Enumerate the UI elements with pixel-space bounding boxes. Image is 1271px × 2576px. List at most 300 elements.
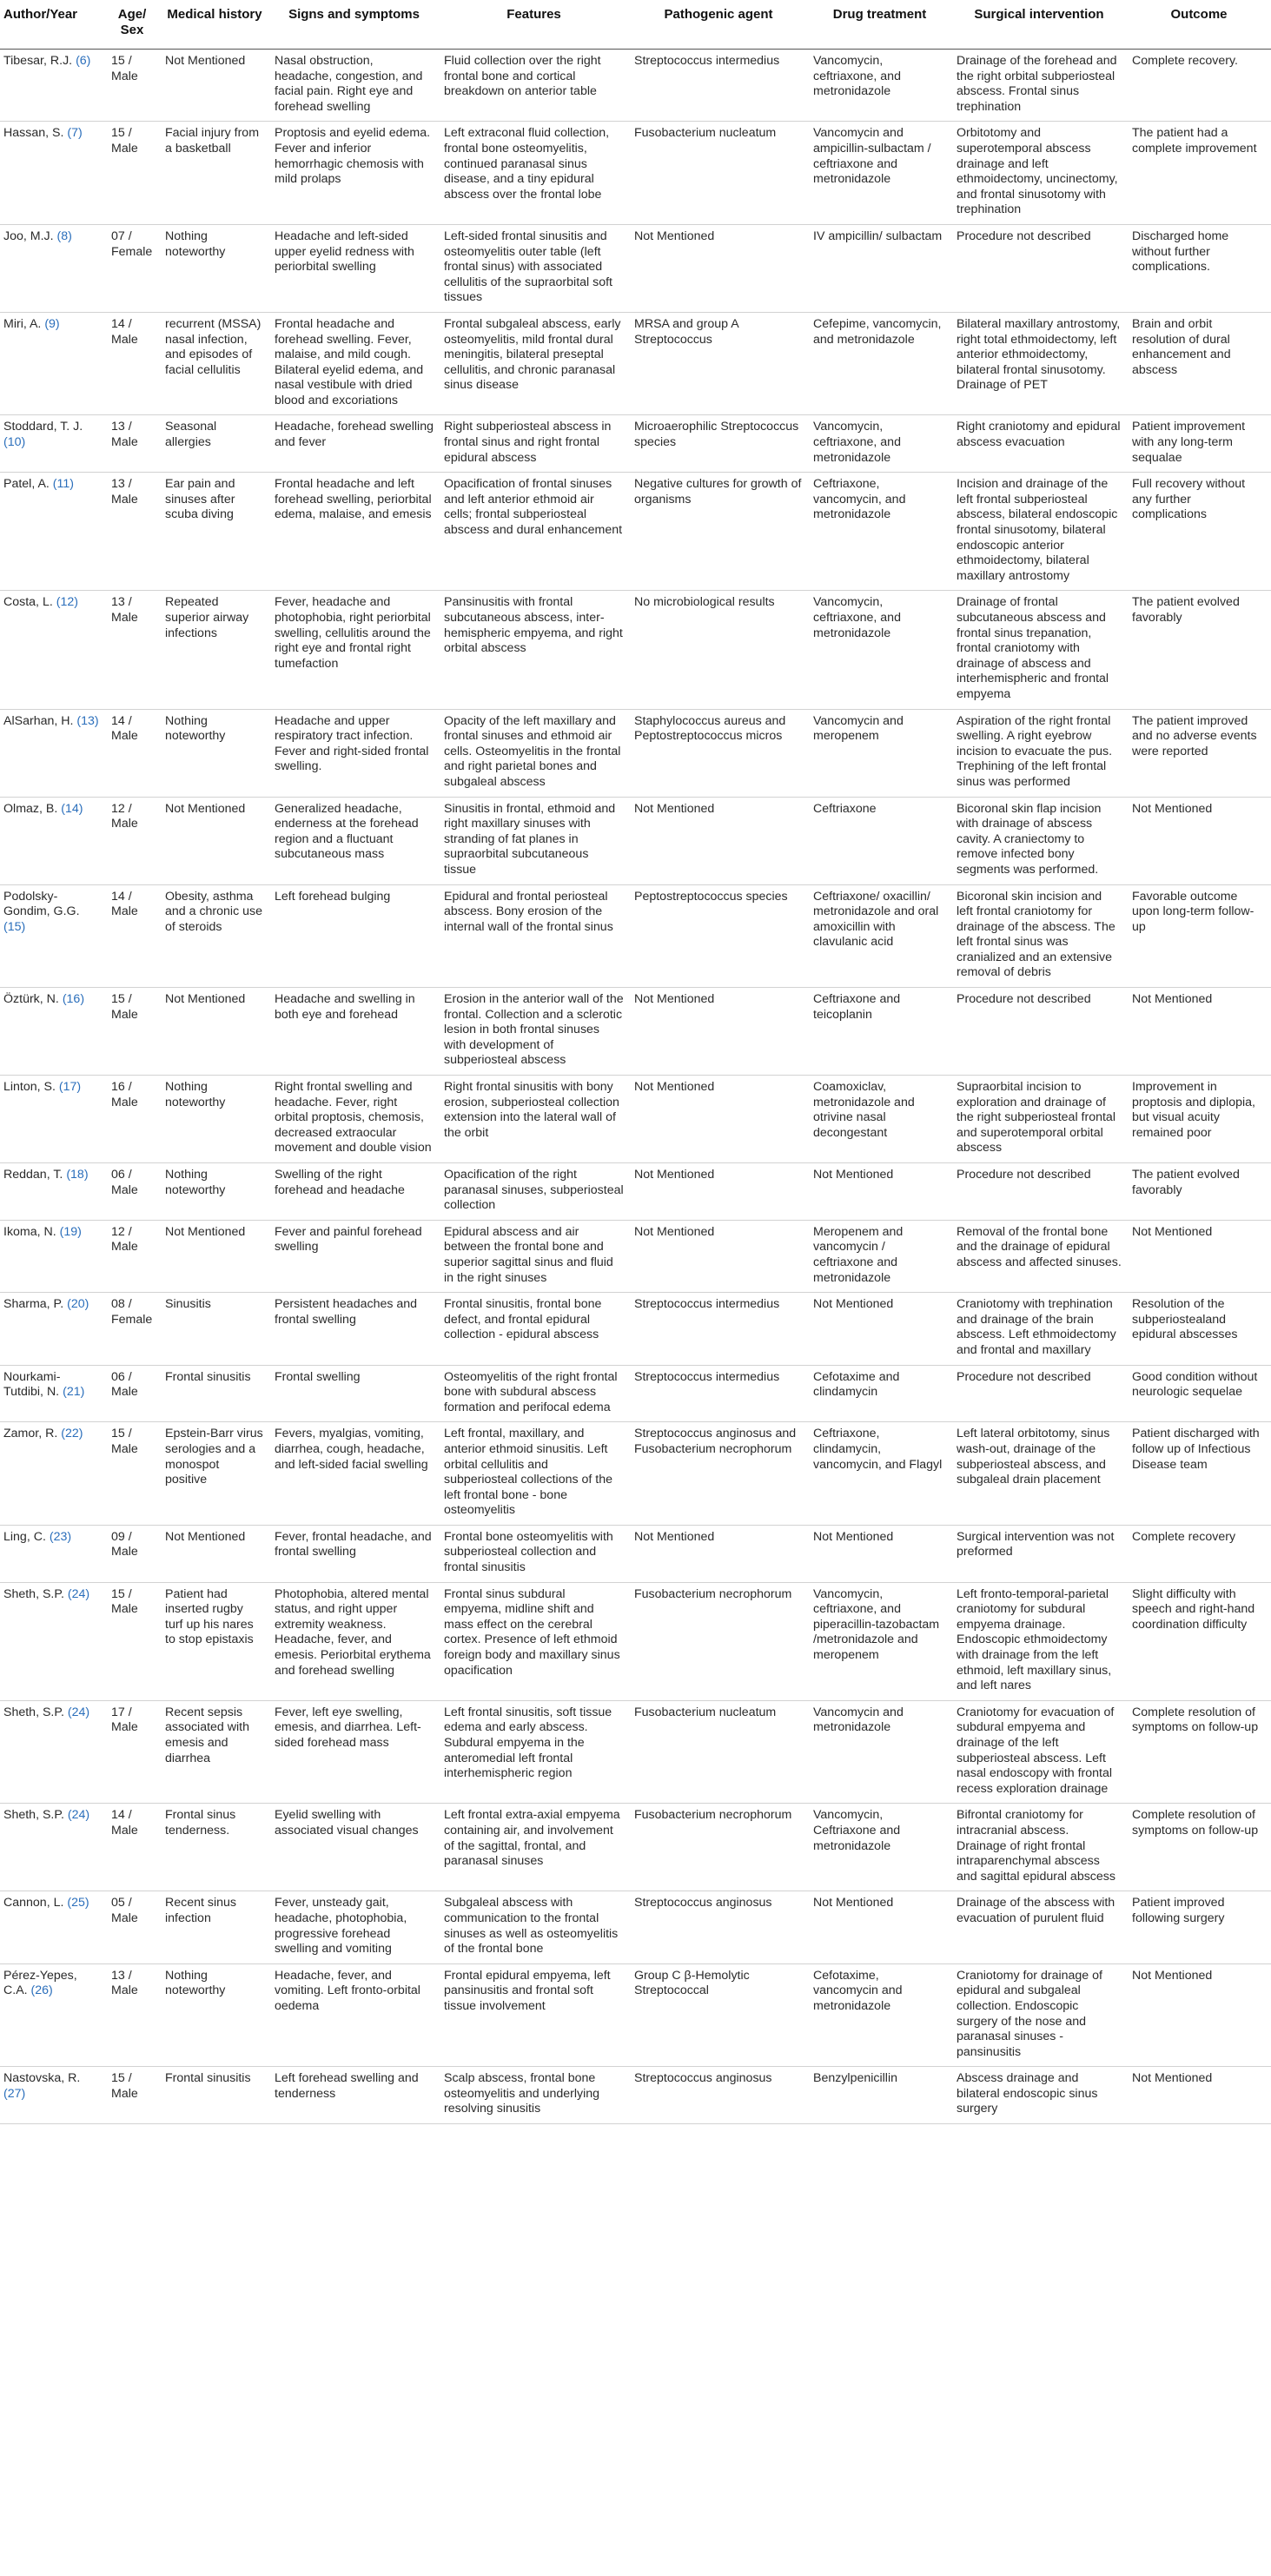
cell-drug-treatment: IV ampicillin/ sulbactam — [808, 224, 951, 312]
cell-age-sex — [104, 1163, 160, 1221]
cell-drug-treatment: Vancomycin, ceftriaxone, and piperacillin-tazobactam /metronidazole and meropenem — [808, 1582, 951, 1700]
cell-outcome: The patient improved and no adverse events were reported — [1127, 709, 1271, 797]
reference-link[interactable]: (24) — [67, 1808, 90, 1823]
cell-author — [0, 988, 104, 1076]
age-value: 15 / — [111, 2071, 132, 2086]
cell-features: Left frontal sinusitis, soft tissue edema and early abscess. Subdural empyema in the anteromedial left frontal interhemispheric region — [439, 1700, 629, 1804]
cell-drug-treatment: Cefepime, vancomycin, and metronidazole — [808, 312, 951, 415]
table-row — [0, 591, 1271, 709]
cell-drug-treatment: Meropenem and vancomycin / ceftriaxone and metronidazole — [808, 1220, 951, 1292]
cell-pathogenic-agent: Not Mentioned — [629, 224, 808, 312]
cell-surgical-intervention: Right craniotomy and epidural abscess evacuation — [951, 415, 1127, 473]
cell-author — [0, 1422, 104, 1526]
cell-features: Frontal bone osteomyelitis with subperiosteal collection and frontal sinusitis — [439, 1525, 629, 1582]
cell-author — [0, 50, 104, 122]
author-name: AlSarhan, H. — [3, 713, 74, 728]
reference-link[interactable]: (19) — [59, 1224, 82, 1239]
cell-signs: Frontal headache and left forehead swelling, periorbital edema, malaise, and emesis — [269, 473, 439, 591]
reference-link[interactable]: (25) — [67, 1896, 89, 1910]
cell-medical-history: Nothing noteworthy — [160, 224, 269, 312]
reference-link[interactable]: (27) — [3, 2086, 26, 2101]
cell-medical-history: Not Mentioned — [160, 50, 269, 122]
cell-outcome: Complete resolution of symptoms on follow-up — [1127, 1700, 1271, 1804]
reference-link[interactable]: (10) — [3, 435, 26, 450]
cell-signs: Left forehead bulging — [269, 884, 439, 988]
sex-value: Male — [111, 1441, 138, 1456]
cell-age-sex — [104, 884, 160, 988]
cell-pathogenic-agent: Streptococcus anginosus and Fusobacterium necrophorum — [629, 1422, 808, 1526]
cell-age-sex — [104, 1525, 160, 1582]
table-row — [0, 1220, 1271, 1292]
cell-pathogenic-agent: Streptococcus anginosus — [629, 2067, 808, 2124]
age-value: 14 / — [111, 889, 132, 904]
cell-age-sex — [104, 1293, 160, 1365]
cell-drug-treatment: Vancomycin and meropenem — [808, 709, 951, 797]
reference-link[interactable]: (11) — [52, 477, 74, 492]
cell-pathogenic-agent: Negative cultures for growth of organisms — [629, 473, 808, 591]
table-row — [0, 1163, 1271, 1221]
cell-surgical-intervention: Abscess drainage and bilateral endoscopic sinus surgery — [951, 2067, 1127, 2124]
cell-features: Subgaleal abscess with communication to the frontal sinuses as well as osteomyelitis of the frontal bone — [439, 1891, 629, 1963]
cell-features: Frontal sinusitis, frontal bone defect, and frontal epidural collection - epidural abscess — [439, 1293, 629, 1365]
cell-surgical-intervention: Aspiration of the right frontal swelling. A right eyebrow incision to evacuate the pus. Trephining of the left frontal sinus was performed — [951, 709, 1127, 797]
header-medical-history: Medical history — [160, 0, 269, 50]
cell-drug-treatment: Not Mentioned — [808, 1525, 951, 1582]
cell-drug-treatment: Ceftriaxone — [808, 797, 951, 884]
cell-medical-history: Nothing noteworthy — [160, 709, 269, 797]
reference-link[interactable]: (18) — [66, 1168, 89, 1182]
cell-outcome: The patient evolved favorably — [1127, 591, 1271, 709]
cell-author — [0, 312, 104, 415]
cell-author — [0, 224, 104, 312]
author-name: Cannon, L. — [3, 1896, 64, 1910]
author-name: Joo, M.J. — [3, 228, 54, 243]
reference-link[interactable]: (24) — [67, 1586, 90, 1601]
cell-pathogenic-agent: Staphylococcus aureus and Peptostreptococcus micros — [629, 709, 808, 797]
cell-surgical-intervention: Bifrontal craniotomy for intracranial abscess. Drainage of right frontal intraparenchymal abscess and sagittal epidural abscess — [951, 1804, 1127, 1891]
reference-link[interactable]: (9) — [44, 316, 60, 331]
cell-pathogenic-agent: Streptococcus intermedius — [629, 50, 808, 122]
reference-link[interactable]: (26) — [30, 1983, 53, 1998]
sex-value: Male — [111, 435, 138, 450]
author-name: Podolsky-Gondim, G.G. — [3, 889, 80, 919]
reference-link[interactable]: (13) — [76, 713, 99, 728]
author-name: Miri, A. — [3, 316, 42, 331]
cell-outcome: Complete recovery. — [1127, 50, 1271, 122]
cell-author — [0, 2067, 104, 2124]
cell-age-sex — [104, 415, 160, 473]
cell-signs: Generalized headache, enderness at the forehead region and a fluctuant subcutaneous mass — [269, 797, 439, 884]
cell-outcome: The patient evolved favorably — [1127, 1163, 1271, 1221]
cell-author — [0, 1525, 104, 1582]
cell-pathogenic-agent: Peptostreptococcus species — [629, 884, 808, 988]
table-row — [0, 1891, 1271, 1963]
reference-link[interactable]: (22) — [61, 1427, 83, 1441]
age-value: 14 / — [111, 1808, 132, 1823]
reference-link[interactable]: (20) — [67, 1297, 89, 1312]
cell-surgical-intervention: Craniotomy for evacuation of subdural empyema and drainage of the left subperiosteal abscess. Left nasal endoscopy with frontal recess exploration drainage — [951, 1700, 1127, 1804]
cell-medical-history: Not Mentioned — [160, 797, 269, 884]
cell-age-sex — [104, 1076, 160, 1163]
reference-link[interactable]: (6) — [76, 54, 91, 68]
cell-age-sex — [104, 1365, 160, 1422]
author-name: Nourkami-Tutdibi, N. — [3, 1369, 61, 1400]
sex-value: Male — [111, 2086, 138, 2101]
cell-outcome: Full recovery without any further complications — [1127, 473, 1271, 591]
table-row — [0, 1963, 1271, 2067]
age-value: 12 / — [111, 801, 132, 816]
author-name: Tibesar, R.J. — [3, 54, 73, 68]
cell-features: Left extraconal fluid collection, frontal bone osteomyelitis, continued paranasal sinus disease, and a tiny epidural abscess over the frontal lobe — [439, 122, 629, 225]
cell-author — [0, 884, 104, 988]
table-row — [0, 709, 1271, 797]
cell-pathogenic-agent: Not Mentioned — [629, 1220, 808, 1292]
reference-link[interactable]: (15) — [3, 919, 26, 934]
cell-signs: Frontal headache and forehead swelling. Fever, malaise, and mild cough. Bilateral eyelid edema, and nasal vestibule with dried blood and excoriations — [269, 312, 439, 415]
age-value: 14 / — [111, 316, 132, 331]
age-value: 15 / — [111, 54, 132, 68]
cell-surgical-intervention: Supraorbital incision to exploration and drainage of the right subperiosteal frontal and superotemporal orbital abscess — [951, 1076, 1127, 1163]
age-value: 06 / — [111, 1369, 132, 1384]
reference-link[interactable]: (23) — [49, 1529, 72, 1544]
cell-medical-history: Frontal sinusitis — [160, 2067, 269, 2124]
cell-author — [0, 797, 104, 884]
cell-drug-treatment: Cefotaxime and clindamycin — [808, 1365, 951, 1422]
cell-medical-history: Not Mentioned — [160, 1220, 269, 1292]
cell-author — [0, 1220, 104, 1292]
cell-outcome: Not Mentioned — [1127, 1963, 1271, 2067]
cell-features: Frontal sinus subdural empyema, midline shift and mass effect on the cerebral cortex. Presence of left ethmoid foreign body and maxillary sinus opacification — [439, 1582, 629, 1700]
header-outcome: Outcome — [1127, 0, 1271, 50]
reference-link[interactable]: (16) — [62, 992, 85, 1007]
reference-link[interactable]: (7) — [67, 126, 83, 141]
cell-features: Opacification of the right paranasal sinuses, subperiosteal collection — [439, 1163, 629, 1221]
age-value: 13 / — [111, 477, 132, 492]
cell-medical-history: Obesity, asthma and a chronic use of steroids — [160, 884, 269, 988]
cell-medical-history: Nothing noteworthy — [160, 1963, 269, 2067]
cell-surgical-intervention: Procedure not described — [951, 224, 1127, 312]
cell-author — [0, 1891, 104, 1963]
cell-signs: Fevers, myalgias, vomiting, diarrhea, cough, headache, and left-sided facial swelling — [269, 1422, 439, 1526]
cell-surgical-intervention: Craniotomy for drainage of epidural and subgaleal collection. Endoscopic surgery of the nose and paranasal sinuses - pansinusitis — [951, 1963, 1127, 2067]
cell-surgical-intervention: Procedure not described — [951, 988, 1127, 1076]
sex-value: Female — [111, 244, 153, 259]
cell-outcome: Favorable outcome upon long-term follow-up — [1127, 884, 1271, 988]
header-pathogenic-agent: Pathogenic agent — [629, 0, 808, 50]
table-row — [0, 1525, 1271, 1582]
author-name: Sheth, S.P. — [3, 1705, 64, 1719]
sex-value: Male — [111, 729, 138, 744]
cell-medical-history: Frontal sinus tenderness. — [160, 1804, 269, 1891]
cell-age-sex — [104, 797, 160, 884]
cell-outcome: Improvement in proptosis and diplopia, but visual acuity remained poor — [1127, 1076, 1271, 1163]
cell-signs: Eyelid swelling with associated visual changes — [269, 1804, 439, 1891]
cell-author — [0, 709, 104, 797]
table-row — [0, 1293, 1271, 1365]
cell-medical-history: Recent sepsis associated with emesis and diarrhea — [160, 1700, 269, 1804]
cell-medical-history: Epstein-Barr virus serologies and a monospot positive — [160, 1422, 269, 1526]
header-drug-treatment: Drug treatment — [808, 0, 951, 50]
reference-link[interactable]: (24) — [67, 1705, 90, 1719]
cell-age-sex — [104, 1963, 160, 2067]
cell-pathogenic-agent: Not Mentioned — [629, 1525, 808, 1582]
cell-author — [0, 1700, 104, 1804]
reference-link[interactable]: (8) — [56, 228, 72, 243]
sex-value: Male — [111, 1385, 138, 1400]
cell-signs: Headache and left-sided upper eyelid redness with periorbital swelling — [269, 224, 439, 312]
sex-value: Male — [111, 69, 138, 83]
cell-features: Scalp abscess, frontal bone osteomyelitis and underlying resolving sinusitis — [439, 2067, 629, 2124]
cell-age-sex — [104, 591, 160, 709]
cell-pathogenic-agent: MRSA and group A Streptococcus — [629, 312, 808, 415]
cell-signs: Fever, unsteady gait, headache, photophobia, progressive forehead swelling and vomiting — [269, 1891, 439, 1963]
cell-signs: Headache, forehead swelling and fever — [269, 415, 439, 473]
cell-surgical-intervention: Drainage of the forehead and the right orbital subperiosteal abscess. Frontal sinus trephination — [951, 50, 1127, 122]
cell-drug-treatment: Benzylpenicillin — [808, 2067, 951, 2124]
cell-features: Opacity of the left maxillary and frontal sinuses and ethmoid air cells. Osteomyelitis in the frontal and right parietal bones and subgaleal abscess — [439, 709, 629, 797]
cell-signs: Swelling of the right forehead and headache — [269, 1163, 439, 1221]
cell-author — [0, 1582, 104, 1700]
sex-value: Male — [111, 1182, 138, 1197]
cell-outcome: Not Mentioned — [1127, 1220, 1271, 1292]
cell-author — [0, 1293, 104, 1365]
cell-pathogenic-agent: Fusobacterium necrophorum — [629, 1804, 808, 1891]
sex-value: Male — [111, 492, 138, 507]
reference-link[interactable]: (21) — [63, 1385, 85, 1400]
cell-author — [0, 1365, 104, 1422]
age-value: 15 / — [111, 1427, 132, 1441]
cell-features: Sinusitis in frontal, ethmoid and right maxillary sinuses with stranding of fat planes in supraorbital subcutaneous tissue — [439, 797, 629, 884]
age-value: 15 / — [111, 992, 132, 1007]
cell-outcome: Brain and orbit resolution of dural enhancement and abscess — [1127, 312, 1271, 415]
author-name: Hassan, S. — [3, 126, 64, 141]
cell-author — [0, 1076, 104, 1163]
cell-signs: Fever, headache and photophobia, right periorbital swelling, cellulitis around the right eye and frontal right tumefaction — [269, 591, 439, 709]
age-value: 12 / — [111, 1224, 132, 1239]
cell-drug-treatment: Ceftriaxone and teicoplanin — [808, 988, 951, 1076]
cell-medical-history: Nothing noteworthy — [160, 1076, 269, 1163]
age-value: 16 / — [111, 1080, 132, 1095]
cell-age-sex — [104, 1582, 160, 1700]
cell-drug-treatment: Not Mentioned — [808, 1891, 951, 1963]
cell-drug-treatment: Vancomycin, ceftriaxone, and metronidazole — [808, 415, 951, 473]
header-age-sex: Age/ Sex — [104, 0, 160, 50]
cell-pathogenic-agent: Fusobacterium nucleatum — [629, 1700, 808, 1804]
cell-surgical-intervention: Bilateral maxillary antrostomy, right total ethmoidectomy, left anterior ethmoidectomy, bilateral frontal sinusotomy. Drainage of PET — [951, 312, 1127, 415]
author-name: Sharma, P. — [3, 1297, 64, 1312]
cell-signs: Right frontal swelling and headache. Fever, right orbital proptosis, chemosis, decreased extraocular movement and double vision — [269, 1076, 439, 1163]
age-value: 08 / — [111, 1297, 132, 1312]
sex-value: Male — [111, 1910, 138, 1925]
cell-age-sex — [104, 50, 160, 122]
cell-author — [0, 591, 104, 709]
cell-outcome: Not Mentioned — [1127, 988, 1271, 1076]
cell-medical-history: Sinusitis — [160, 1293, 269, 1365]
cell-features: Left frontal, maxillary, and anterior ethmoid sinusitis. Left orbital cellulitis and subperiosteal collections of the left frontal bone - bone osteomyelitis — [439, 1422, 629, 1526]
author-name: Sheth, S.P. — [3, 1586, 64, 1601]
cell-features: Epidural abscess and air between the frontal bone and superior sagittal sinus and fluid in the right sinuses — [439, 1220, 629, 1292]
cell-pathogenic-agent: Not Mentioned — [629, 1076, 808, 1163]
cell-outcome: Not Mentioned — [1127, 2067, 1271, 2124]
table-row — [0, 797, 1271, 884]
cell-medical-history: Recent sinus infection — [160, 1891, 269, 1963]
table-row — [0, 1804, 1271, 1891]
cell-drug-treatment: Ceftriaxone/ oxacillin/ metronidazole and oral amoxicillin with clavulanic acid — [808, 884, 951, 988]
cell-pathogenic-agent: No microbiological results — [629, 591, 808, 709]
cell-signs: Headache and swelling in both eye and forehead — [269, 988, 439, 1076]
cell-pathogenic-agent: Fusobacterium nucleatum — [629, 122, 808, 225]
cell-pathogenic-agent: Streptococcus intermedius — [629, 1293, 808, 1365]
cell-features: Fluid collection over the right frontal bone and cortical breakdown on anterior table — [439, 50, 629, 122]
table-row — [0, 122, 1271, 225]
cell-outcome: Not Mentioned — [1127, 797, 1271, 884]
reference-link[interactable]: (14) — [61, 801, 83, 816]
age-value: 13 / — [111, 595, 132, 610]
cell-surgical-intervention: Craniotomy with trephination and drainage of the brain abscess. Left ethmoidectomy and frontal and maxillary — [951, 1293, 1127, 1365]
table-row — [0, 1365, 1271, 1422]
table-row — [0, 2067, 1271, 2124]
cell-signs: Headache and upper respiratory tract infection. Fever and right-sided frontal swelling. — [269, 709, 439, 797]
cell-age-sex — [104, 1220, 160, 1292]
reference-link[interactable]: (12) — [56, 595, 78, 610]
cell-surgical-intervention: Left lateral orbitotomy, sinus wash-out, drainage of the subperiosteal abscess, and subgaleal drain placement — [951, 1422, 1127, 1526]
cell-features: Right frontal sinusitis with bony erosion, subperiosteal collection extension into the lateral wall of the orbit — [439, 1076, 629, 1163]
age-value: 14 / — [111, 713, 132, 728]
cell-surgical-intervention: Incision and drainage of the left frontal subperiosteal abscess, bilateral endoscopic frontal sinusotomy, bilateral endoscopic anterior ethmoidectomy, bilateral maxillary antrostomy — [951, 473, 1127, 591]
sex-value: Male — [111, 1095, 138, 1109]
author-name: Reddan, T. — [3, 1168, 63, 1182]
cell-signs: Headache, fever, and vomiting. Left fronto-orbital oedema — [269, 1963, 439, 2067]
cell-age-sex — [104, 988, 160, 1076]
cell-drug-treatment: Vancomycin and metronidazole — [808, 1700, 951, 1804]
cell-signs: Proptosis and eyelid edema. Fever and inferior hemorrhagic chemosis with mild prolaps — [269, 122, 439, 225]
cell-medical-history: Repeated superior airway infections — [160, 591, 269, 709]
reference-link[interactable]: (17) — [58, 1080, 82, 1095]
cell-features: Left-sided frontal sinusitis and osteomyelitis outer table (left frontal sinus) with associated cellulitis of the supraorbital soft tissues — [439, 224, 629, 312]
cell-author — [0, 473, 104, 591]
cell-surgical-intervention: Bicoronal skin incision and left frontal craniotomy for drainage of the abscess. The left frontal sinus was cranialized and an extensive removal of debris — [951, 884, 1127, 988]
cell-drug-treatment: Cefotaxime, vancomycin and metronidazole — [808, 1963, 951, 2067]
cell-drug-treatment: Not Mentioned — [808, 1163, 951, 1221]
cell-medical-history: Patient had inserted rugby turf up his nares to stop epistaxis — [160, 1582, 269, 1700]
cell-author — [0, 415, 104, 473]
cell-features: Osteomyelitis of the right frontal bone with subdural abscess formation and perifocal edema — [439, 1365, 629, 1422]
cell-features: Right subperiosteal abscess in frontal sinus and right frontal epidural abscess — [439, 415, 629, 473]
cell-age-sex — [104, 1891, 160, 1963]
age-value: 07 / — [111, 228, 132, 243]
author-name: Linton, S. — [3, 1080, 56, 1095]
cell-features: Pansinusitis with frontal subcutaneous abscess, inter-hemispheric empyema, and right orbital abscess — [439, 591, 629, 709]
author-name: Patel, A. — [3, 477, 50, 492]
age-value: 05 / — [111, 1896, 132, 1910]
sex-value: Female — [111, 1312, 153, 1327]
cell-surgical-intervention: Surgical intervention was not preformed — [951, 1525, 1127, 1582]
cell-features: Left frontal extra-axial empyema containing air, and involvement of the sagittal, frontal, and paranasal sinuses — [439, 1804, 629, 1891]
cell-author — [0, 1963, 104, 2067]
sex-value: Male — [111, 332, 138, 347]
cell-outcome: Discharged home without further complications. — [1127, 224, 1271, 312]
header-signs: Signs and symptoms — [269, 0, 439, 50]
cell-pathogenic-agent: Streptococcus anginosus — [629, 1891, 808, 1963]
author-name: Costa, L. — [3, 595, 53, 610]
header-surgical-intervention: Surgical intervention — [951, 0, 1127, 50]
cell-surgical-intervention: Left fronto-temporal-parietal craniotomy for subdural empyema drainage. Endoscopic ethmoidectomy with drainage from the left ethmoid, left maxillary sinus, and left nares — [951, 1582, 1127, 1700]
sex-value: Male — [111, 1007, 138, 1022]
sex-value: Male — [111, 1240, 138, 1255]
cell-medical-history: Facial injury from a basketball — [160, 122, 269, 225]
table-row — [0, 988, 1271, 1076]
cell-signs: Persistent headaches and frontal swelling — [269, 1293, 439, 1365]
cell-pathogenic-agent: Not Mentioned — [629, 797, 808, 884]
cell-medical-history: Not Mentioned — [160, 1525, 269, 1582]
cell-age-sex — [104, 1804, 160, 1891]
cell-medical-history: recurrent (MSSA) nasal infection, and episodes of facial cellulitis — [160, 312, 269, 415]
cell-surgical-intervention: Procedure not described — [951, 1365, 1127, 1422]
cell-pathogenic-agent: Not Mentioned — [629, 1163, 808, 1221]
cell-surgical-intervention: Procedure not described — [951, 1163, 1127, 1221]
cell-age-sex — [104, 122, 160, 225]
header-author: Author/Year — [0, 0, 104, 50]
cell-medical-history: Not Mentioned — [160, 988, 269, 1076]
sex-value: Male — [111, 1823, 138, 1838]
table-row — [0, 473, 1271, 591]
cell-features: Frontal epidural empyema, left pansinusitis and frontal soft tissue involvement — [439, 1963, 629, 2067]
cell-drug-treatment: Ceftriaxone, clindamycin, vancomycin, and Flagyl — [808, 1422, 951, 1526]
author-name: Ling, C. — [3, 1529, 46, 1544]
table-row — [0, 312, 1271, 415]
cell-medical-history: Seasonal allergies — [160, 415, 269, 473]
table-row — [0, 224, 1271, 312]
cell-pathogenic-agent: Microaerophilic Streptococcus species — [629, 415, 808, 473]
cell-medical-history: Ear pain and sinuses after scuba diving — [160, 473, 269, 591]
cell-signs: Fever and painful forehead swelling — [269, 1220, 439, 1292]
author-name: Olmaz, B. — [3, 801, 58, 816]
table-row — [0, 1700, 1271, 1804]
cell-features: Opacification of frontal sinuses and left anterior ethmoid air cells; frontal subperiosteal abscess and dural enhancement — [439, 473, 629, 591]
cell-signs: Nasal obstruction, headache, congestion, and facial pain. Right eye and forehead swelling — [269, 50, 439, 122]
cell-outcome: Patient improved following surgery — [1127, 1891, 1271, 1963]
author-name: Pérez-Yepes, C.A. — [3, 1968, 77, 1998]
sex-value: Male — [111, 1545, 138, 1560]
sex-value: Male — [111, 1720, 138, 1735]
age-value: 15 / — [111, 126, 132, 141]
cell-drug-treatment: Vancomycin and ampicillin-sulbactam / ceftriaxone and metronidazole — [808, 122, 951, 225]
table-row — [0, 1582, 1271, 1700]
age-value: 13 / — [111, 1968, 132, 1983]
sex-value: Male — [111, 817, 138, 831]
cell-age-sex — [104, 1422, 160, 1526]
table-row — [0, 1422, 1271, 1526]
cell-outcome: Patient discharged with follow up of Infectious Disease team — [1127, 1422, 1271, 1526]
author-name: Sheth, S.P. — [3, 1808, 64, 1823]
author-name: Stoddard, T. J. — [3, 420, 83, 434]
cell-drug-treatment: Vancomycin, ceftriaxone, and metronidazole — [808, 591, 951, 709]
cell-drug-treatment: Ceftriaxone, vancomycin, and metronidazole — [808, 473, 951, 591]
cell-surgical-intervention: Orbitotomy and superotemporal abscess drainage and left ethmoidectomy, uncinectomy, and frontal sinusotomy with trephination — [951, 122, 1127, 225]
table-row — [0, 884, 1271, 988]
cell-author — [0, 1163, 104, 1221]
cell-author — [0, 1804, 104, 1891]
cell-surgical-intervention: Removal of the frontal bone and the drainage of epidural abscess and affected sinuses. — [951, 1220, 1127, 1292]
author-name: Ikoma, N. — [3, 1224, 56, 1239]
cell-age-sex — [104, 2067, 160, 2124]
cell-pathogenic-agent: Fusobacterium necrophorum — [629, 1582, 808, 1700]
age-value: 06 / — [111, 1168, 132, 1182]
cell-age-sex — [104, 1700, 160, 1804]
cell-pathogenic-agent: Not Mentioned — [629, 988, 808, 1076]
cell-age-sex — [104, 473, 160, 591]
sex-value: Male — [111, 141, 138, 156]
